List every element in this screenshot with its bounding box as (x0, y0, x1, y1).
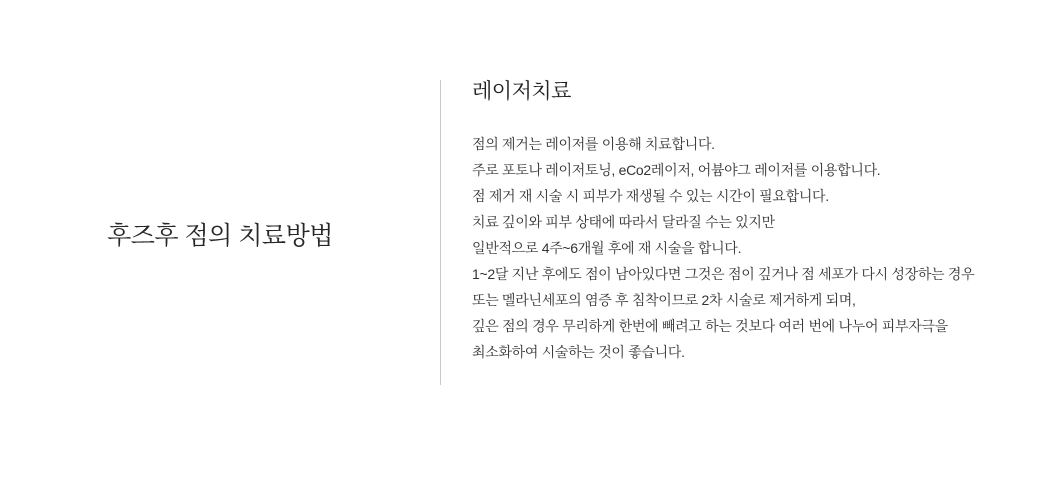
right-content-pane (440, 0, 1050, 500)
description-line: 깊은 점의 경우 무리하게 한번에 빼려고 하는 것보다 여러 번에 나누어 피부자극을 (472, 318, 948, 335)
description-line: 점 제거 재 시술 시 피부가 재생될 수 있는 시간이 필요합니다. (472, 188, 829, 205)
page-title: 후즈후 점의 치료방법 (107, 222, 333, 251)
description-line: 치료 깊이와 피부 상태에 따라서 달라질 수는 있지만 (472, 214, 775, 231)
section-heading: 레이저치료 (472, 80, 571, 103)
vertical-divider (440, 80, 441, 385)
treatment-description-list (472, 131, 1050, 365)
left-title-pane (0, 0, 440, 500)
description-line: 일반적으로 4주~6개월 후에 재 시술을 합니다. (472, 240, 742, 257)
description-line: 또는 멜라닌세포의 염증 후 침착이므로 2차 시술로 제거하게 되며, (472, 292, 856, 309)
description-line: 1~2달 지난 후에도 점이 남아있다면 그것은 점이 깊거나 점 세포가 다시 성장하는 경우 (472, 266, 975, 283)
description-line: 점의 제거는 레이저를 이용해 치료합니다. (472, 136, 715, 153)
description-line: 주로 포토나 레이저토닝, eCo2레이저, 어븀야그 레이저를 이용합니다. (472, 162, 881, 179)
description-line: 최소화하여 시술하는 것이 좋습니다. (472, 344, 685, 361)
